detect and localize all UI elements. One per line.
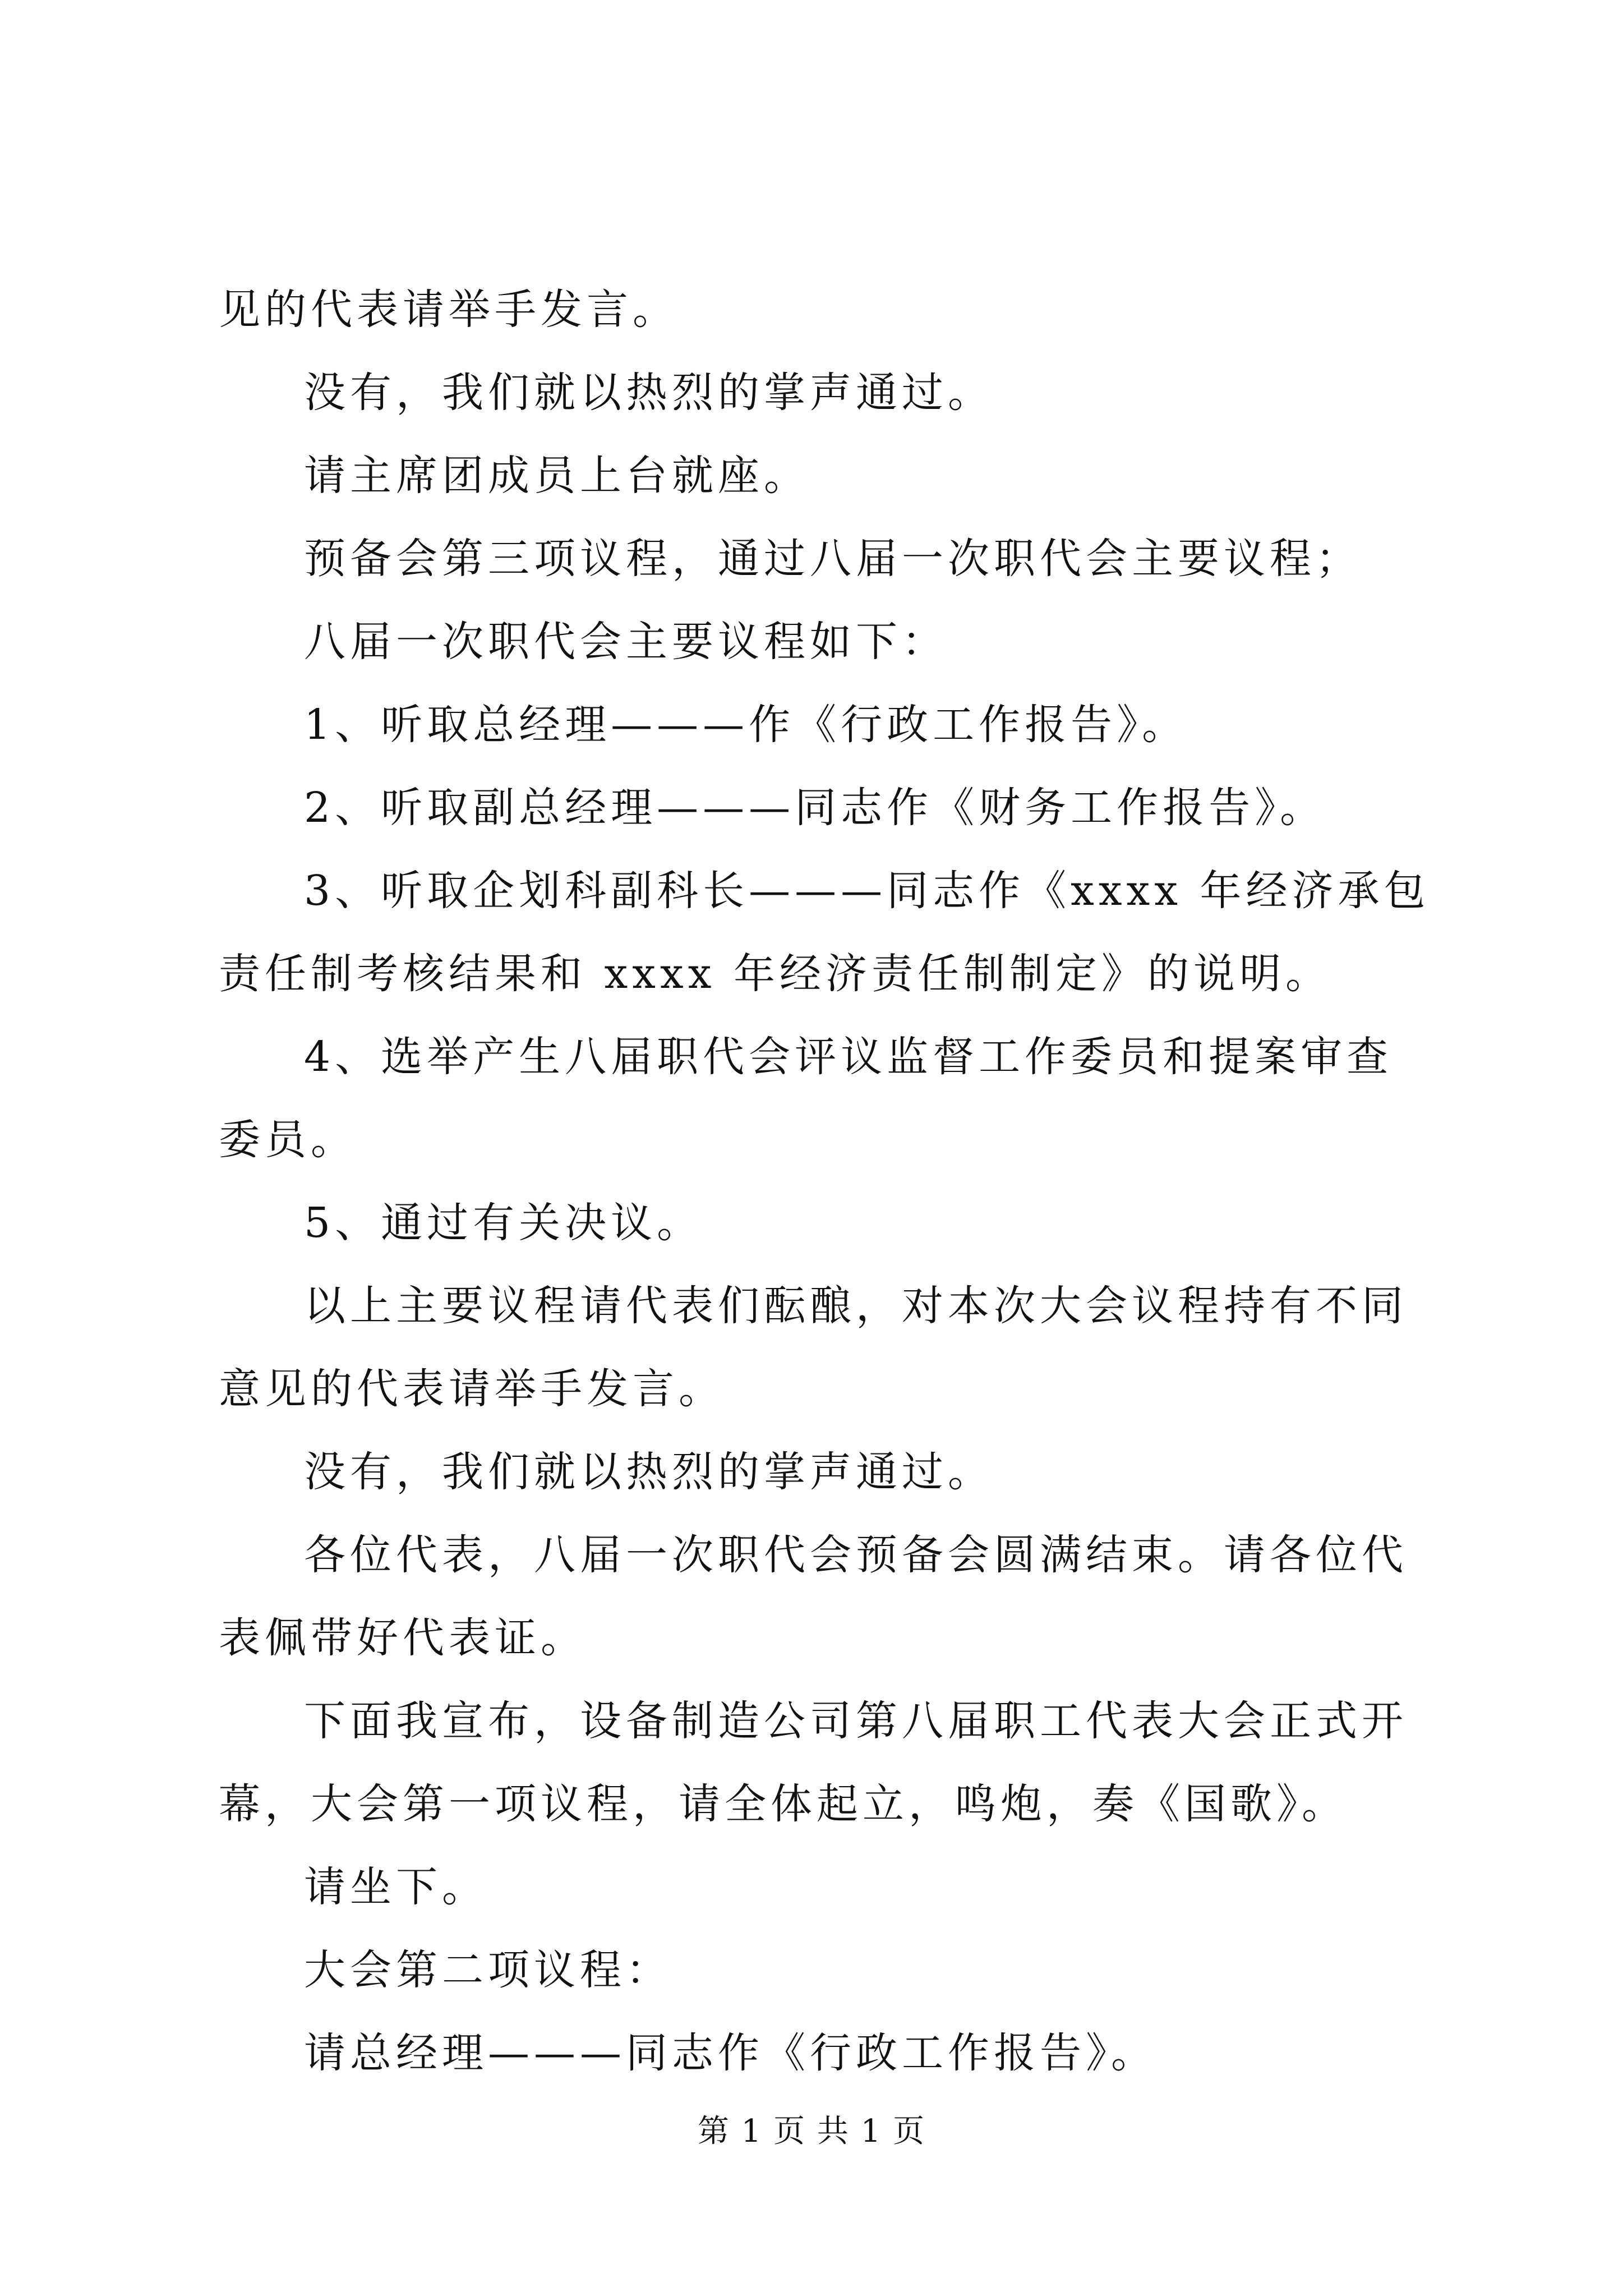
document-body [219,268,1430,2095]
paragraph-5: 八届一次职代会主要议程如下： [304,618,948,666]
paragraph-11: 以上主要议程请代表们酝酿，对本次大会议程持有不同意见的代表请举手发言。 [219,1282,1408,1413]
agenda-item-3: 3、听取企划科副科长———同志作《xxxx 年经济承包责任制考核结果和 xxxx 年经济责任制制定》的说明。 [219,867,1430,998]
agenda-item-1: 1、听取总经理———作《行政工作报告》。 [304,701,1188,749]
paragraph-3: 请主席团成员上台就座。 [304,452,810,500]
agenda-item-5: 5、通过有关决议。 [304,1199,703,1247]
paragraph-2: 没有，我们就以热烈的掌声通过。 [304,369,994,417]
paragraph-4: 预备会第三项议程，通过八届一次职代会主要议程； [304,535,1362,583]
paragraph-16: 大会第二项议程： [304,1946,672,1994]
paragraph-13: 各位代表，八届一次职代会预备会圆满结束。请各位代表佩带好代表证。 [219,1531,1408,1662]
paragraph-12: 没有，我们就以热烈的掌声通过。 [304,1448,994,1496]
paragraph-15: 请坐下。 [304,1863,488,1911]
page-number-footer: 第 1 页 共 1 页 [697,2113,926,2150]
agenda-item-2: 2、听取副总经理———同志作《财务工作报告》。 [304,784,1326,832]
paragraph-14: 下面我宣布，设备制造公司第八届职工代表大会正式开幕，大会第一项议程，请全体起立，鸣炮，奏《国歌》。 [219,1697,1408,1828]
paragraph-1: 见的代表请举手发言。 [219,286,679,334]
paragraph-17: 请总经理———同志作《行政工作报告》。 [304,2029,1157,2077]
agenda-item-4: 4、选举产生八届职代会评议监督工作委员和提案审查委员。 [219,1033,1393,1164]
